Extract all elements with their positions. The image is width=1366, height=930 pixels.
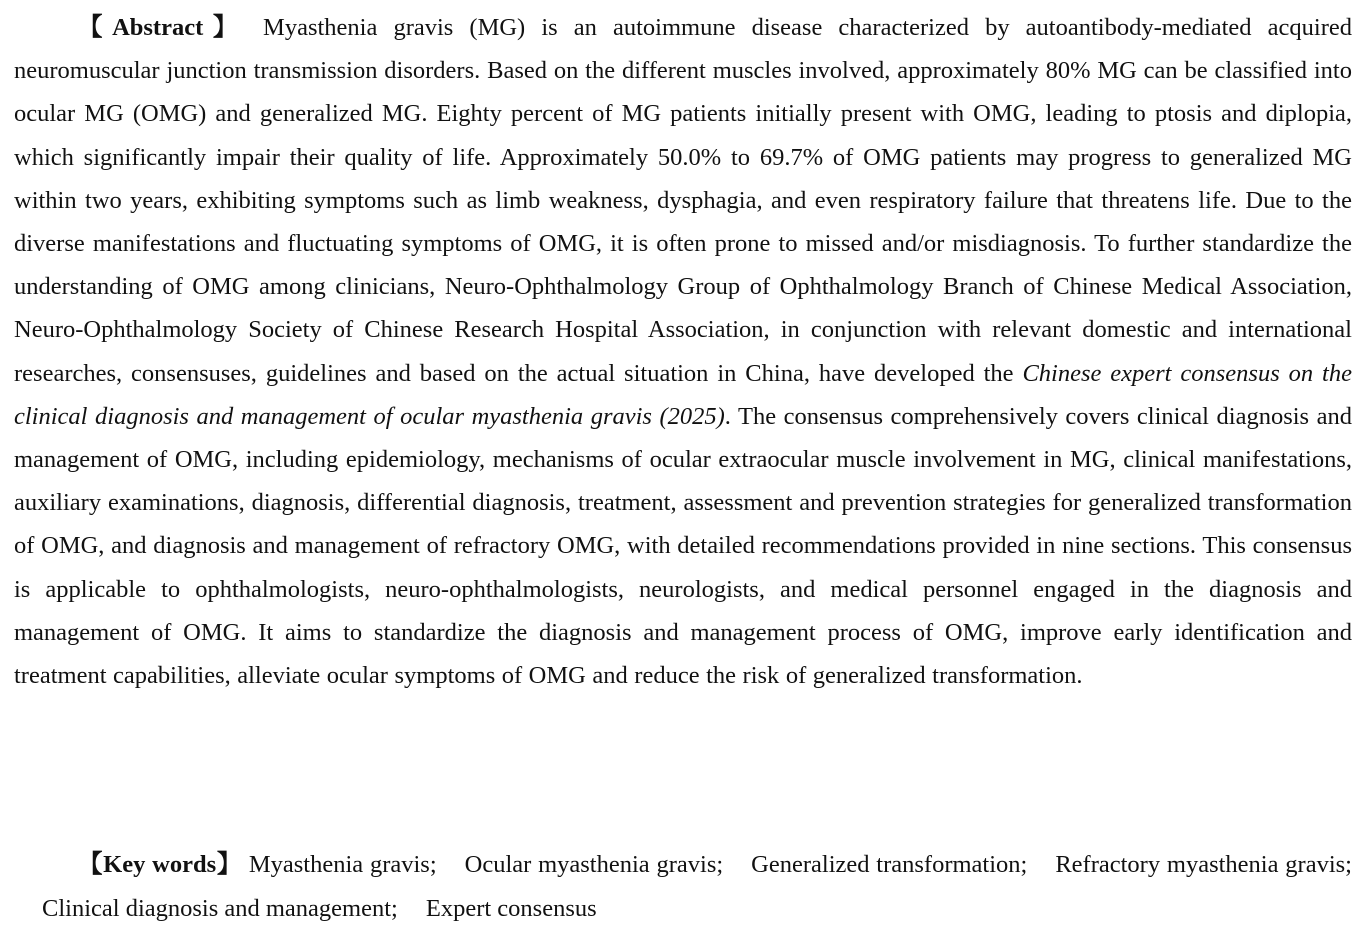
keywords-paragraph (14, 843, 1352, 930)
keyword-item: Expert consensus (425, 894, 597, 922)
abstract-label: 【Abstract】 (78, 14, 247, 41)
keyword-item: Generalized transformation; (751, 851, 1028, 878)
keyword-item: Myasthenia gravis; (248, 851, 437, 878)
abstract-paragraph (14, 6, 1352, 697)
keywords-label: 【Key words】 (78, 851, 243, 878)
keyword-item: Refractory myasthenia gravis; (1055, 851, 1352, 878)
abstract-text-part-2: . The consensus comprehensively covers clinical diagnosis and management of OMG, including epidemiology, mechanisms of ocular extraocular muscle involvement in MG, clinical manifestations, auxiliary examinations, diagnosis, differential diagnosis, treatment, assessment and prevention strategies for generalized transformation of OMG, and diagnosis and management of refractory OMG, with detailed recommendations provided in nine sections. This consensus is applicable to ophthalmologists, neuro-ophthalmologists, neurologists, and medical personnel engaged in the diagnosis and management of OMG. It aims to standardize the diagnosis and management process of OMG, improve early identification and treatment capabilities, alleviate ocular symptoms of OMG and reduce the risk of generalized transformation. (14, 402, 1352, 690)
keyword-item: Clinical diagnosis and management; (42, 894, 398, 922)
abstract-text-part-1: Myasthenia gravis (MG) is an autoimmune disease characterized by autoantibody-mediated acquired neuromuscular junction transmission disorders. Based on the different muscles involved, approximately 80% MG can be classified into ocular MG (OMG) and generalized MG. Eighty percent of MG patients initially present with OMG, leading to ptosis and diplopia, which significantly impair their quality of life. Approximately 50.0% to 69.7% of OMG patients may progress to generalized MG within two years, exhibiting symptoms such as limb weakness, dysphagia, and even respiratory failure that threatens life. Due to the diverse manifestations and fluctuating symptoms of OMG, it is often prone to missed and/or misdiagnosis. To further standardize the understanding of OMG among clinicians, Neuro-Ophthalmology Group of Ophthalmology Branch of Chinese Medical Association, Neuro-Ophthalmology Society of Chinese Research Hospital Association, in conjunction with relevant domestic and international researches, consensuses, guidelines and based on the actual situation in China, have developed the (14, 14, 1352, 387)
keyword-item: Ocular myasthenia gravis; (464, 851, 724, 878)
consensus-title: Chinese expert consensus on the clinical diagnosis and management of ocular myasthenia gravis (2025) (14, 359, 1352, 430)
